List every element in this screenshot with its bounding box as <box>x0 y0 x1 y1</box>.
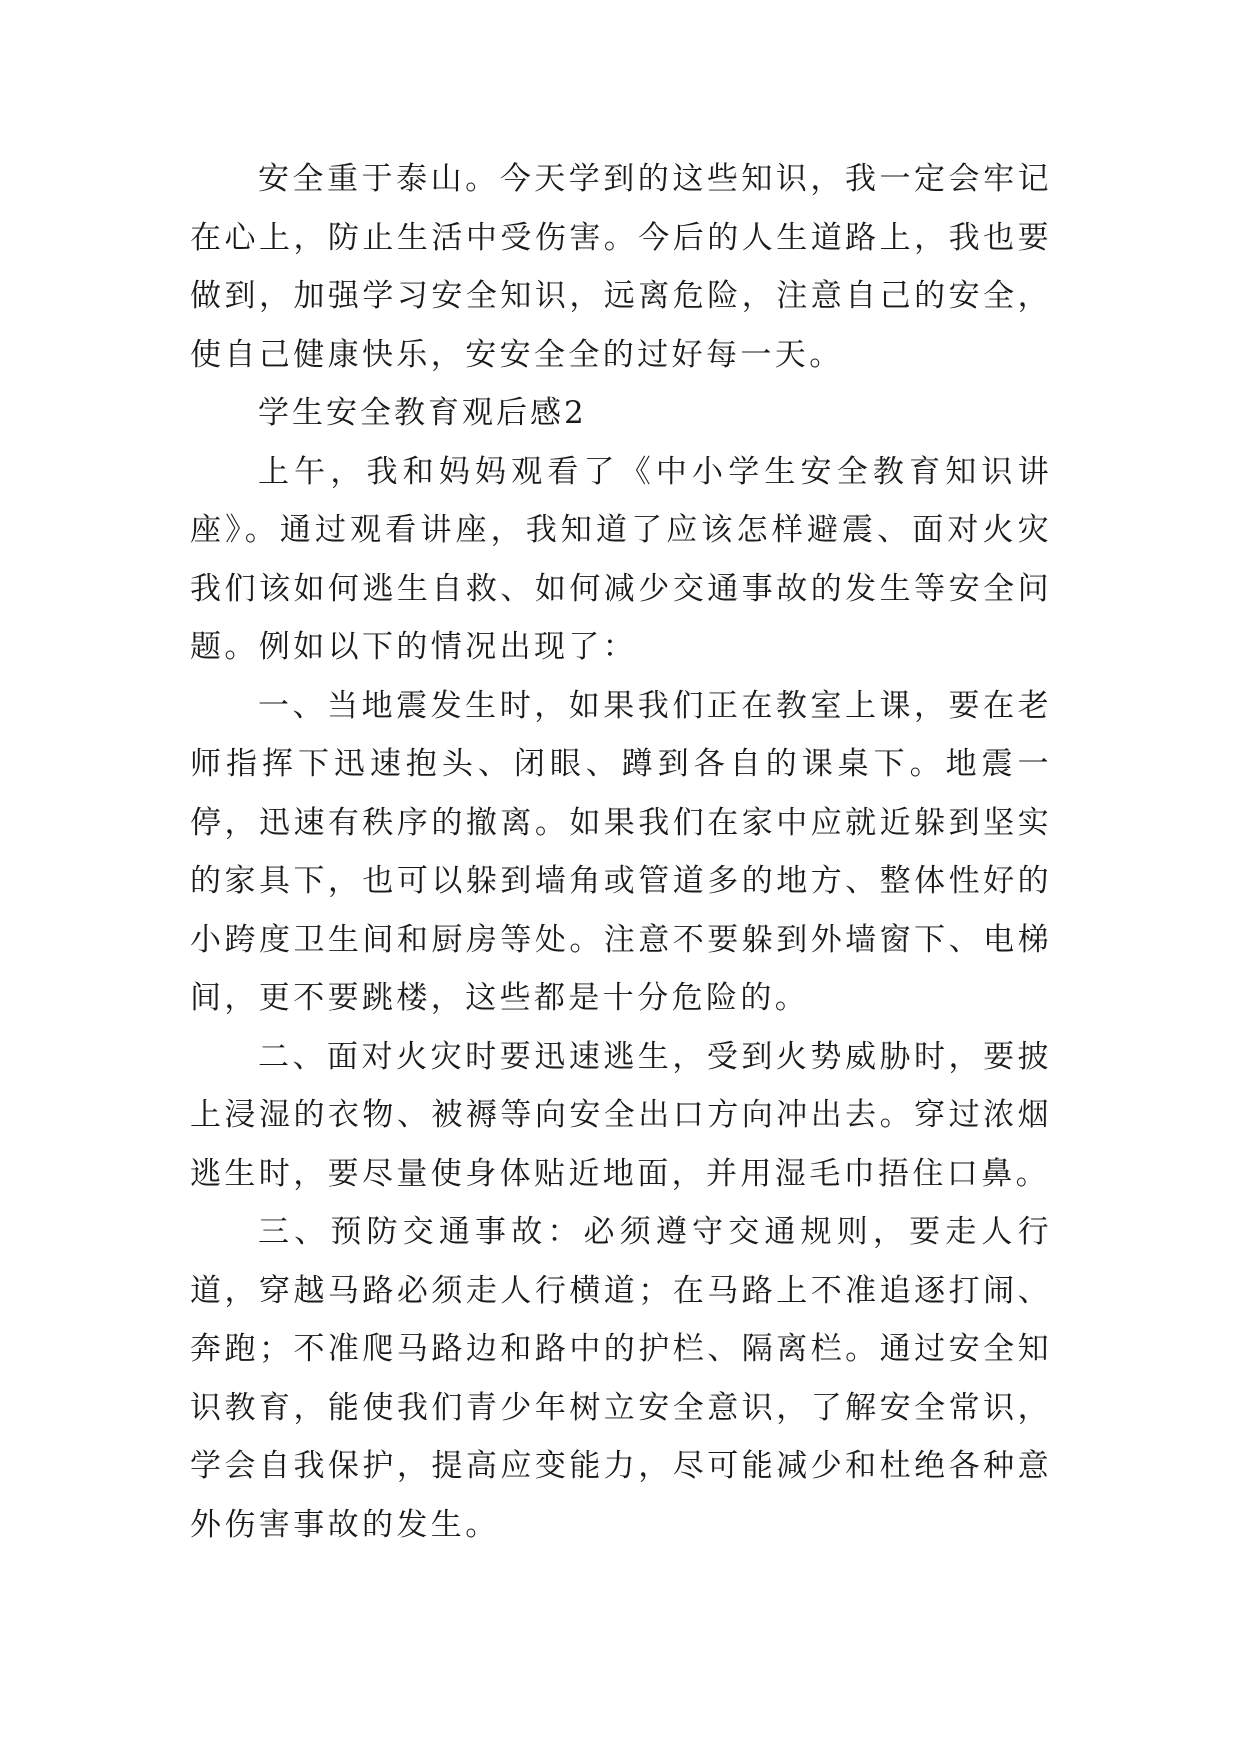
paragraph-intro: 上午，我和妈妈观看了《中小学生安全教育知识讲座》。通过观看讲座，我知道了应该怎样避震、面对火灾我们该如何逃生自救、如何减少交通事故的发生等安全问题。例如以下的情况出现了： <box>190 453 1052 665</box>
document-body <box>190 150 1052 1554</box>
paragraph-conclusion: 安全重于泰山。今天学到的这些知识，我一定会牢记在心上，防止生活中受伤害。今后的人生道路上，我也要做到，加强学习安全知识，远离危险，注意自己的安全，使自己健康快乐，安安全全的过好每一天。 <box>190 161 1052 373</box>
section-heading: 学生安全教育观后感2 <box>258 395 587 431</box>
paragraph-earthquake: 一、当地震发生时，如果我们正在教室上课，要在老师指挥下迅速抱头、闭眼、蹲到各自的课桌下。地震一停，迅速有秩序的撤离。如果我们在家中应就近躲到坚实的家具下，也可以躲到墙角或管道多的地方、整体性好的小跨度卫生间和厨房等处。注意不要躲到外墙窗下、电梯间，更不要跳楼，这些都是十分危险的。 <box>190 687 1052 1016</box>
paragraph-fire: 二、面对火灾时要迅速逃生，受到火势威胁时，要披上浸湿的衣物、被褥等向安全出口方向冲出去。穿过浓烟逃生时，要尽量使身体贴近地面，并用湿毛巾捂住口鼻。 <box>190 1038 1052 1192</box>
paragraph-traffic: 三、预防交通事故：必须遵守交通规则，要走人行道，穿越马路必须走人行横道；在马路上不准追逐打闹、奔跑；不准爬马路边和路中的护栏、隔离栏。通过安全知识教育，能使我们青少年树立安全意识，了解安全常识，学会自我保护，提高应变能力，尽可能减少和杜绝各种意外伤害事故的发生。 <box>190 1214 1052 1543</box>
